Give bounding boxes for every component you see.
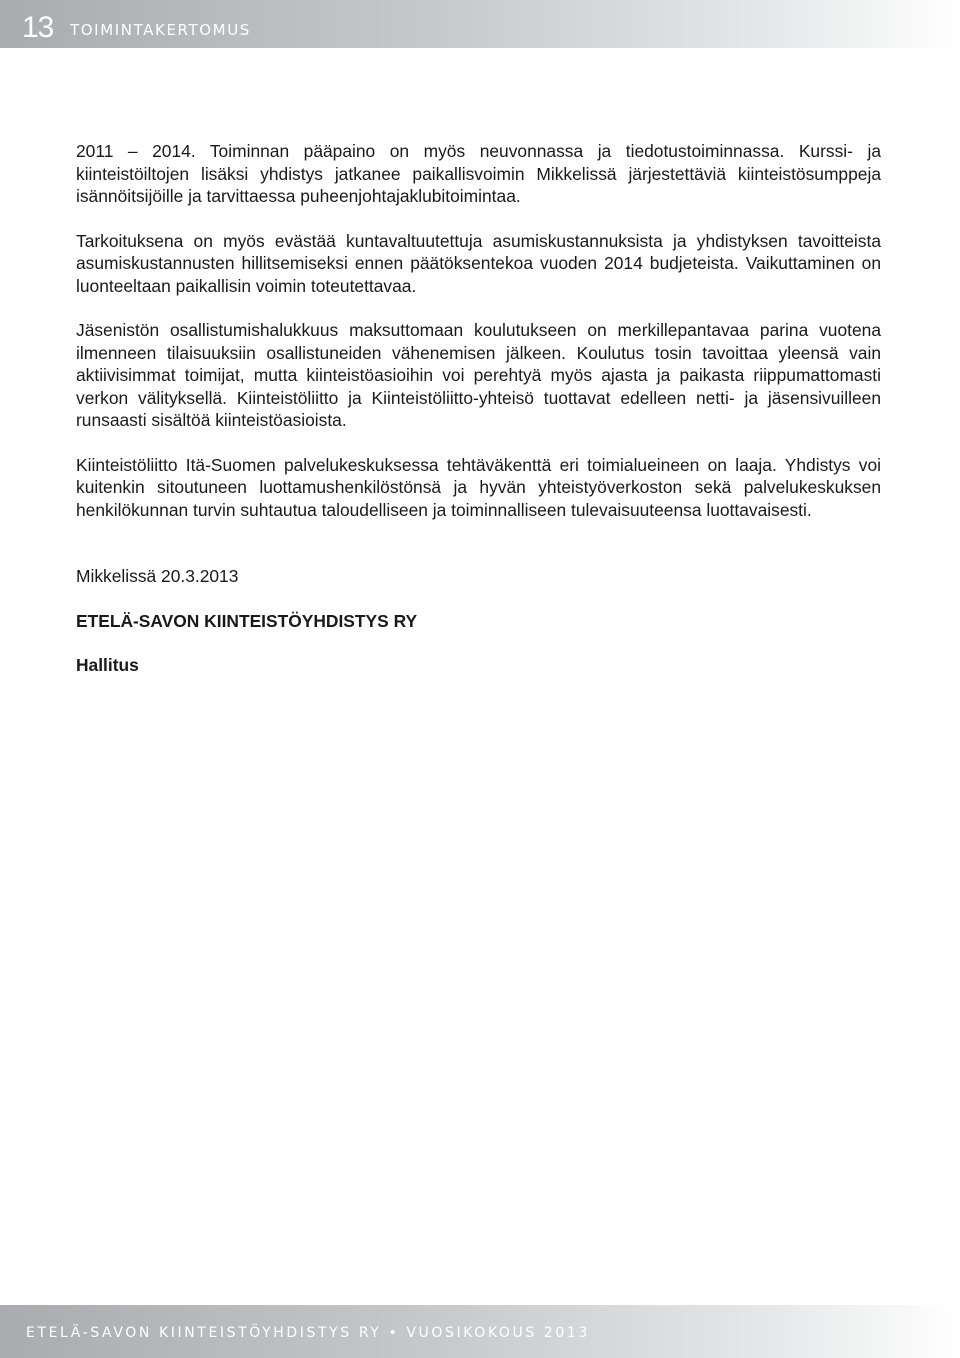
signer: Hallitus	[76, 655, 139, 675]
paragraph-3: Jäsenistön osallistumishalukkuus maksuttomaan koulutukseen on merkillepantavaa parina vuotena ilmenneen tilaisuuksiin osallistuneiden vähenemisen jälkeen. Koulutus tosin tavoittaa yleensä vain aktiivisimmat toimijat, mutta kiinteistöasioihin voi perehtyä myös ajasta ja paikasta riippumattomasti verkon välityksellä. Kiinteistöliitto ja Kiinteistöliitto-yhteisö tuottavat edelleen netti- ja jäsensivuilleen runsaasti sisältöä kiinteistöasioista.	[76, 320, 881, 430]
organization-name: ETELÄ-SAVON KIINTEISTÖYHDISTYS RY	[76, 610, 418, 631]
place-date: Mikkelissä 20.3.2013	[76, 566, 239, 586]
paragraph-4: Kiinteistöliitto Itä-Suomen palvelukeskuksessa tehtäväkenttä eri toimialueineen on laaja. Yhdistys voi kuitenkin sitoutuneen luottamushenkilöstönsä ja hyvän yhteistyöverkoston sekä palvelukeskuksen henkilökunnan turvin suhtautua taloudelliseen ja toiminnalliseen tulevaisuuteensa luottavaisesti.	[76, 454, 881, 520]
paragraph-2: Tarkoituksena on myös evästää kuntavaltuutettuja asumiskustannuksista ja yhdistyksen tavoitteista asumiskustannusten hillitsemiseksi ennen päätöksentekoa vuoden 2014 budjeteista. Vaikuttaminen on luonteeltaan paikallisin voimin toteutettavaa.	[76, 230, 881, 296]
footer-text: ETELÄ-SAVON KIINTEISTÖYHDISTYS RY • VUOSIKOKOUS 2013	[26, 1325, 590, 1341]
paragraph-1: 2011 – 2014. Toiminnan pääpaino on myös neuvonnassa ja tiedotustoiminnassa. Kurssi- ja kiinteistöiltojen lisäksi yhdistys jatkanee paikallisvoimin Mikkelissä järjestettäviä kiinteistösumppeja isännöitsijöille ja tarvittaessa puheenjohtajaklubitoimintaa.	[76, 141, 881, 206]
section-title: TOIMINTAKERTOMUS	[70, 21, 251, 39]
page-number: 13	[22, 11, 54, 44]
document-body	[76, 140, 881, 699]
